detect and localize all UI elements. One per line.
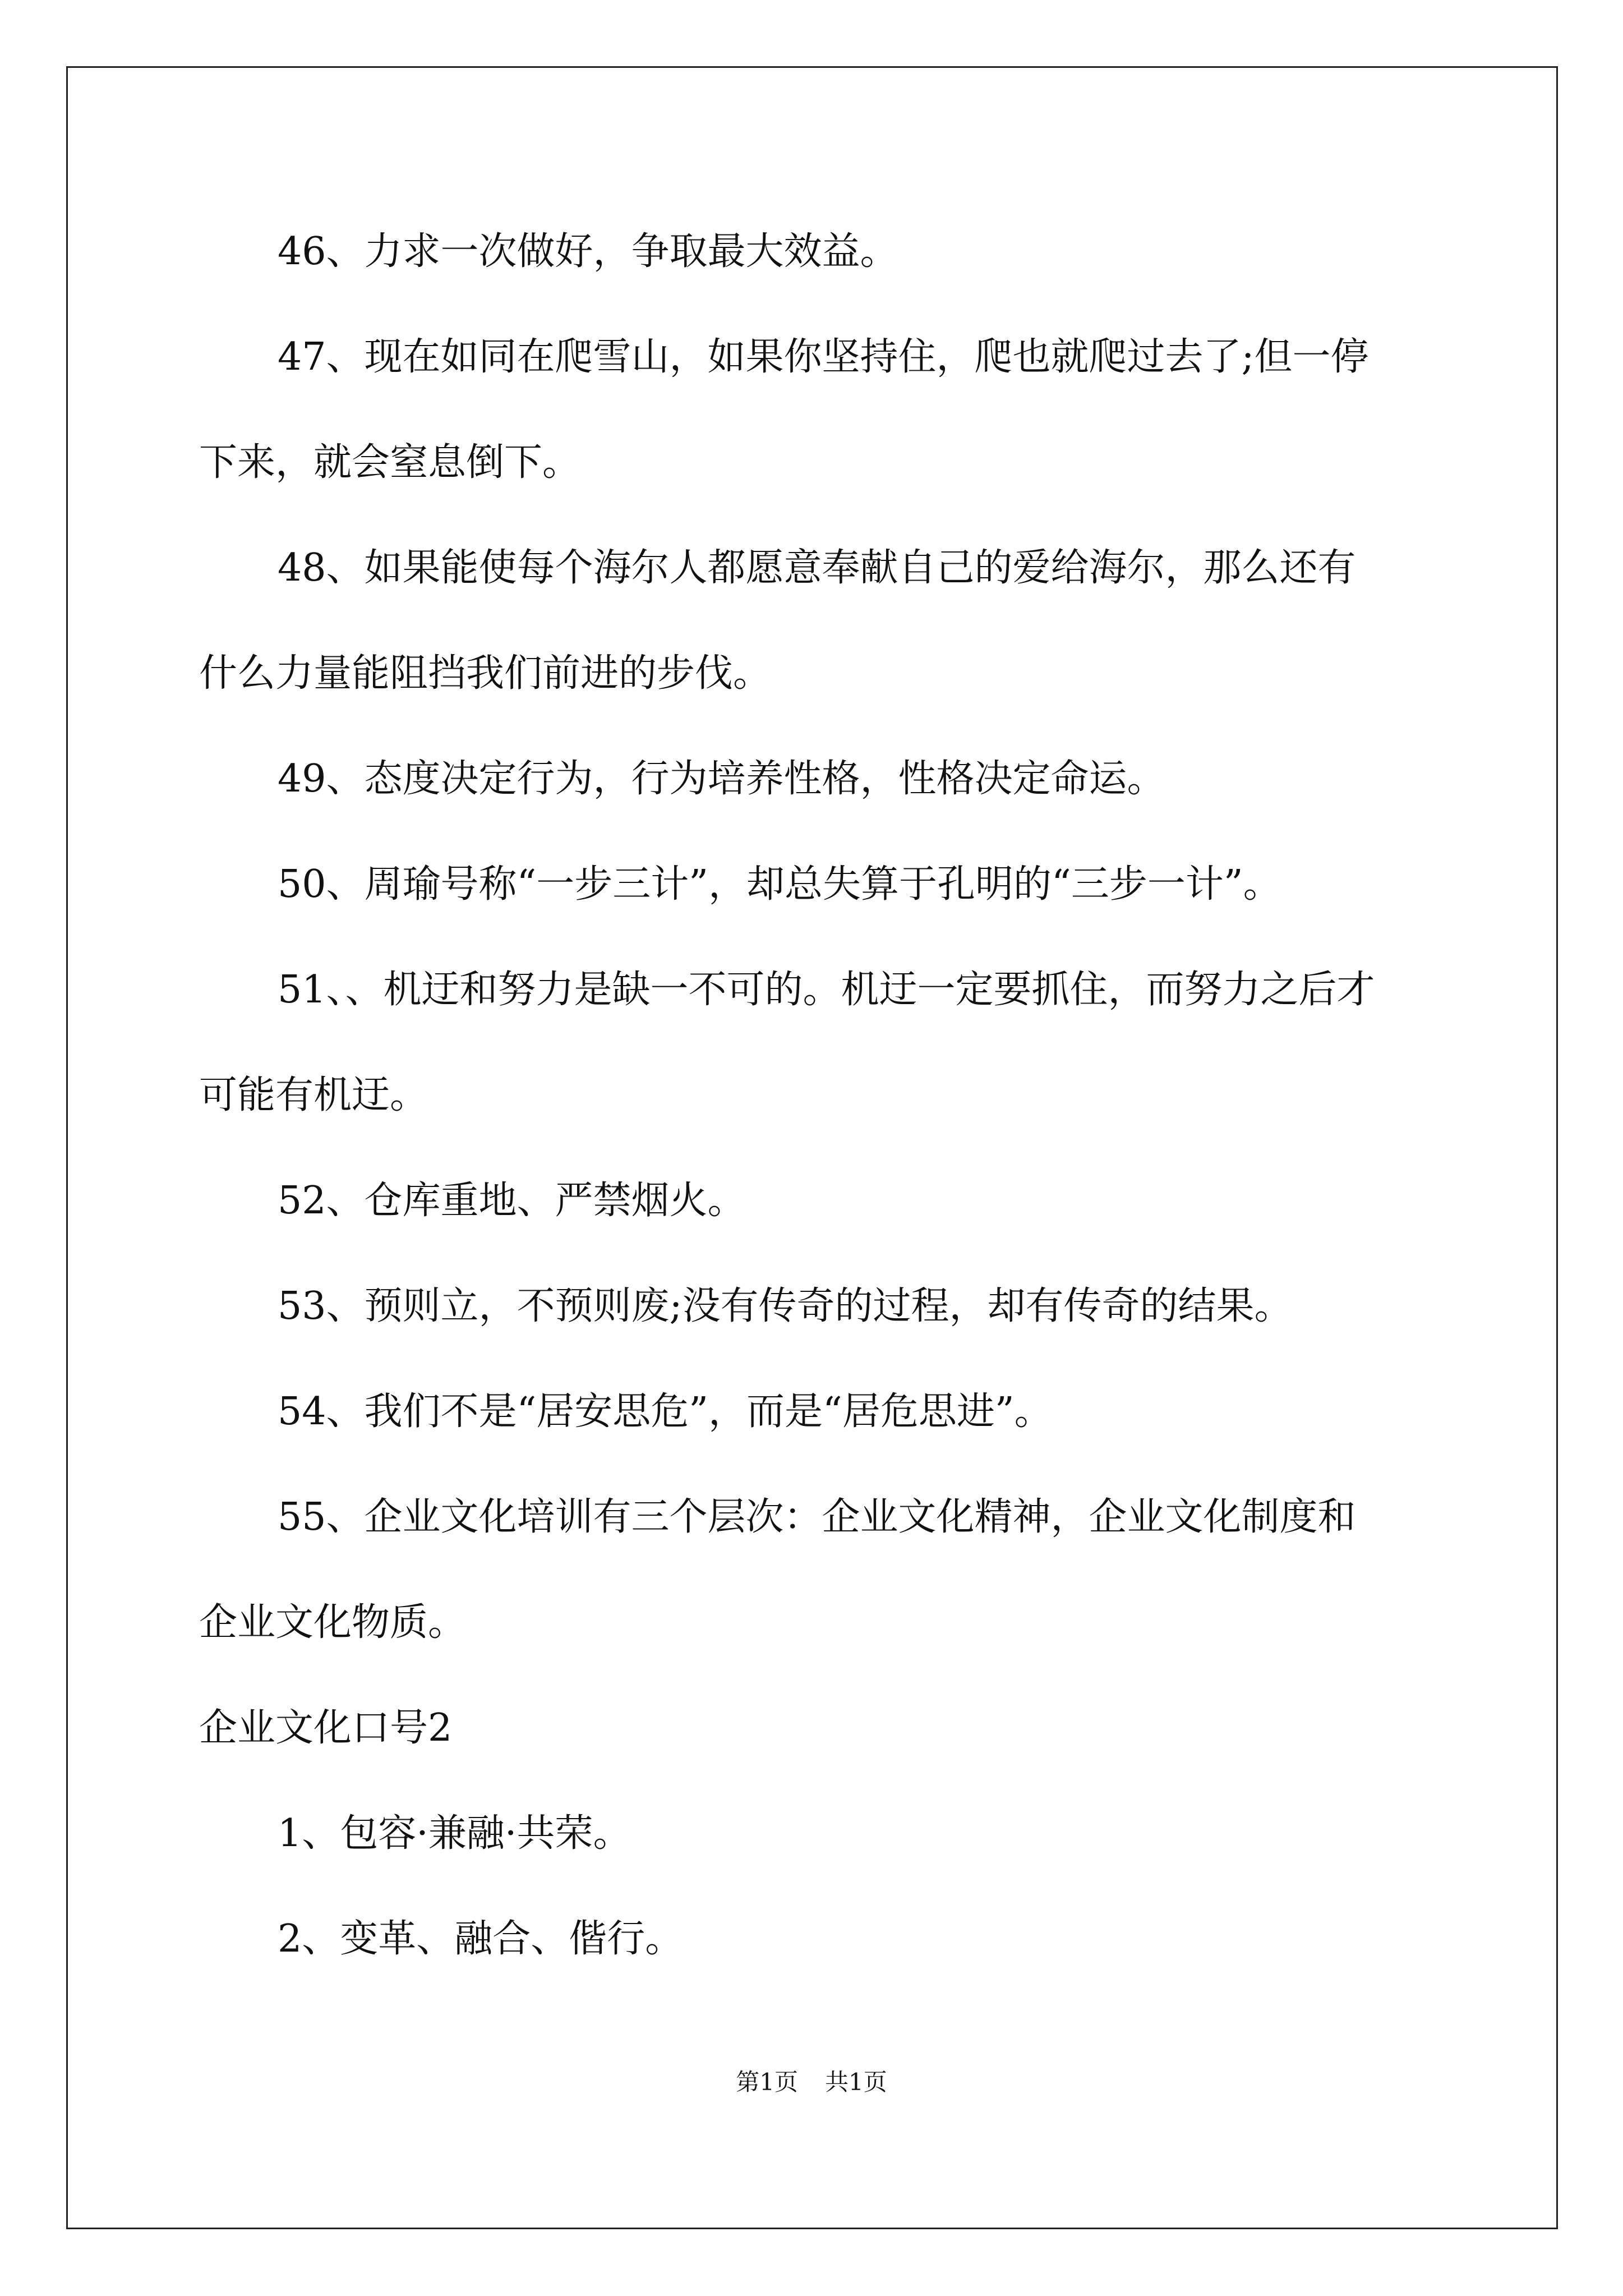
paragraph-line: 51、、机迂和努力是缺一不可的。机迂一定要抓住，而努力之后才 <box>278 968 1375 1012</box>
page-total: 共1页 <box>825 2068 887 2096</box>
section-heading: 企业文化口号2 <box>199 1706 453 1750</box>
paragraph-line: 2、变革、融合、偕行。 <box>278 1917 684 1961</box>
paragraph-line: 47、现在如同在爬雪山，如果你坚持住，爬也就爬过去了;但一停 <box>278 335 1369 379</box>
page-number: 第1页 <box>736 2068 798 2096</box>
paragraph-line: 50、周瑜号称“一步三计”，却总失算于孔明的“三步一计”。 <box>278 862 1281 907</box>
page-footer <box>0 2065 1623 2099</box>
paragraph-line: 55、企业文化培训有三个层次：企业文化精神，企业文化制度和 <box>278 1495 1356 1539</box>
paragraph-line: 什么力量能阻挡我们前进的步伐。 <box>199 651 772 696</box>
paragraph-line: 53、预则立，不预则废;没有传奇的过程，却有传奇的结果。 <box>278 1284 1293 1328</box>
paragraph-line: 可能有机迂。 <box>199 1073 428 1117</box>
paragraph-line: 46、力求一次做好，争取最大效益。 <box>278 229 898 274</box>
document-body <box>199 199 1433 1992</box>
paragraph-line: 下来，就会窒息倒下。 <box>199 440 581 485</box>
paragraph-line: 54、我们不是“居安思危”，而是“居危思进”。 <box>278 1389 1053 1434</box>
paragraph-line: 49、态度决定行为，行为培养性格，性格决定命运。 <box>278 757 1165 801</box>
paragraph-line: 52、仓库重地、严禁烟火。 <box>278 1179 746 1223</box>
paragraph-line: 企业文化物质。 <box>199 1600 467 1645</box>
paragraph-line: 1、包容·兼融·共荣。 <box>278 1811 631 1856</box>
paragraph-line: 48、如果能使每个海尔人都愿意奉献自己的爱给海尔，那么还有 <box>278 546 1356 590</box>
